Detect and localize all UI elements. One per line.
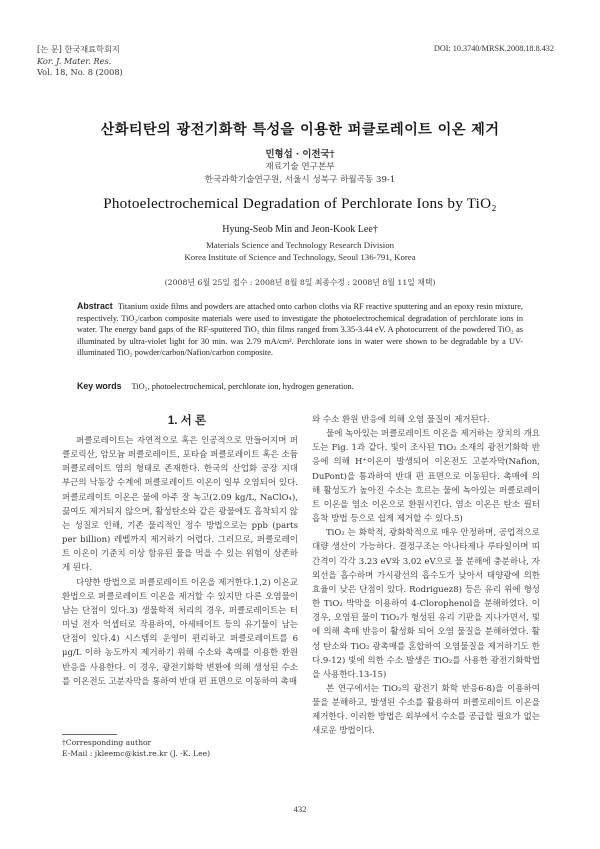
keywords-text: TiO₂, photoelectrochemical, perchlorate ion, hydrogen generation. [131, 382, 354, 391]
abstract-text: Titanium oxide films and powders are attached onto carbon cloths via RF reactive sputtering and an epoxy resin mixture, respectively. TiO₂/carbon composite materials were used to investigate the photoelectrochemical degradation of perchlorate ions in water. The energy band gaps of the RF-sputtered TiO₂ thin films ranged from 3.35-3.44 eV. A photocurrent of the powdered TiO₂ as illuminated by ultra-violet light for 30 min. was 2.79 mA/cm². Perchlorate ions in water were shown to be degradable by a UV-illuminated TiO₂ powder/carbon/Nafion/carbon composite. [77, 302, 523, 357]
page-number: 432 [293, 804, 307, 814]
affiliation-korean-line: 재료기술 연구본부 [265, 162, 335, 172]
doi: DOI: 10.3740/MRSK.2008.18.8.432 [433, 44, 554, 53]
body-right-column [312, 413, 540, 739]
abstract [77, 301, 523, 359]
affiliation-english-line: Materials Science and Technology Research Division [205, 240, 395, 250]
paragraph: 다양한 방법으로 퍼클로레이트 이온을 제거한다.1,2) 이온교환법으로 퍼클로레이트 이온을 제거할 수 있지만 다른 오염물이 남는 단점이 있다.3) 생물학적 처리의 경우, 퍼클로레이트는 터미널 전자 억셉터로 작용하여, 아세테이트 등의 유기물이 남는 단점이 있다.4) 시스템의 운영이 편리하고 퍼클로레이트를 6 μg/L 이하 농도까지 제거하기 위해 수소와 촉매를 이용한 환원 반응을 사용한다. 이 경우, 광전기화학 변환에 의해 생성된 수소를 이온전도 고분자막을 통하여 반대 편 표면으로 이동하여 촉매 [62, 577, 298, 687]
title-english: Photoelectrochemical Degradation of Perchlorate Ions by TiO₂ [103, 195, 497, 212]
affiliation-korean [0, 161, 600, 186]
paragraph: TiO₂ 는 화학적, 광화학적으로 매우 안정하며, 공업적으로 대량 생산이 가능하다. 결정구조는 아나타제나 루타일이며 띠 간격이 각각 3.23 eV와 3.02 eV으로 물 분해에 충분하나, 자외선을 흡수하며 가시광선의 흡수도가 낮아서 태양광에 의한 효율이 낮은 단점이 있다. Rodriguez8) 등은 유리 위에 형성한 TiO₂ 박막을 이용하여 4-Clorophenol을 분해하였다. 이 경우, 오염된 물이 TiO₂가 형성된 유리 기판을 지나가면서, 빛에 의해 촉매 반응이 활성화 되어 오염 물질을 분해하였다. 활성 탄소와 TiO₂ 광촉매를 혼합하여 오염물질을 제거하기도 한다.9-12) 빛에 의한 수소 발생은 TiO₂를 사용한 광전기화학법을 사용한다.13-15) [312, 528, 540, 680]
corresponding-author-note: †Corresponding author [62, 738, 152, 747]
authors-english: Hyung-Seob Min and Jeon-Kook Lee† [222, 224, 378, 235]
title-korean: 산화티탄의 광전기화학 특성을 이용한 퍼클로레이트 이온 제거 [100, 122, 500, 138]
journal-volume: Vol. 18, No. 8 (2008) [37, 67, 123, 78]
paragraph: 와 수소 환원 반응에 의해 오염 물질이 제거된다. [312, 415, 490, 425]
affiliation-english-line: Korea Institute of Science and Technology, Seoul 136-791, Korea [184, 252, 416, 263]
footnote-divider [62, 734, 117, 735]
abstract-label: Abstract [77, 301, 113, 311]
corresponding-author-email: E-Mail : jkleemc@kist.re.kr (J. -K. Lee) [62, 748, 211, 758]
footnote [62, 738, 210, 760]
keywords-label: Key words [77, 381, 122, 391]
paragraph: 본 연구에서는 TiO₂의 광전기 화학 반응6-8)을 이용하여 물을 분해하고, 발생된 수소를 활용하여 퍼클로레이트 이온을 제거한다. 이러한 방법은 외부에서 수소를 공급할 필요가 없는 새로운 방법이다. [312, 683, 540, 737]
journal-name-en: Kor. J. Mater. Res. [37, 55, 112, 66]
paragraph: 퍼클로레이트는 자연적으로 혹은 인공적으로 만들어지며 퍼클로릭산, 암모늄 퍼클로레이트, 포타슘 퍼클로레이트 혹은 소듐퍼클로레이트 염의 형태로 존재한다. 한국의 산업화 공장 지대 부근의 낙동강 수계에 퍼클로레이트 이온이 일부 오염되어 있다. 퍼클로레이트 이온은 물에 아주 잘 녹고(2.09 kg/L, NaClO₄), 끓여도 제거되지 않으며, 활성탄소와 같은 광물에도 흡착되지 않는 성질로 인해, 기존 물리적인 정수 방법으로는 ppb (parts per billion) 레벨까지 제거하기 어렵다. 그러므로, 퍼클로레이트 이온이 기준치 이상 함유된 물을 먹을 수 있는 위험이 상존하게 된다. [62, 436, 298, 574]
journal-name-ko: [논 문] 한국재료학회지 [37, 44, 120, 54]
journal-header [37, 44, 123, 79]
keywords [77, 381, 523, 391]
received-dates: (2008년 6월 25일 접수 : 2008년 8월 8일 최종수정 : 2008년 8월 11일 채택) [164, 278, 436, 287]
affiliation-korean-line: 한국과학기술연구원, 서울시 성북구 하월곡동 39-1 [204, 174, 396, 185]
paragraph: 물에 녹아있는 퍼클로레이트 이온을 제거하는 장치의 개요도는 Fig. 1과 같다. 빛이 조사된 TiO₂ 소재의 광전기화학 반응에 의해 H⁺이온이 발생되어 이온전도 고분자막(Nafion, DuPont)을 통과하여 반대 편 표면으로 이동된다. 촉매에 의해 활성도가 높아진 수소는 흐르는 물에 녹아있는 퍼클로레이트 이온을 염소 이온으로 환원시킨다. 염소 이온은 탄소 필터 흡착 방법 등으로 쉽게 제거할 수 있다.5) [312, 429, 540, 525]
affiliation-english [0, 239, 600, 264]
authors-korean: 민형섭 · 이전국† [265, 149, 335, 160]
section-heading-introduction: 1. 서 론 [167, 415, 207, 427]
body-left-column [62, 434, 298, 689]
